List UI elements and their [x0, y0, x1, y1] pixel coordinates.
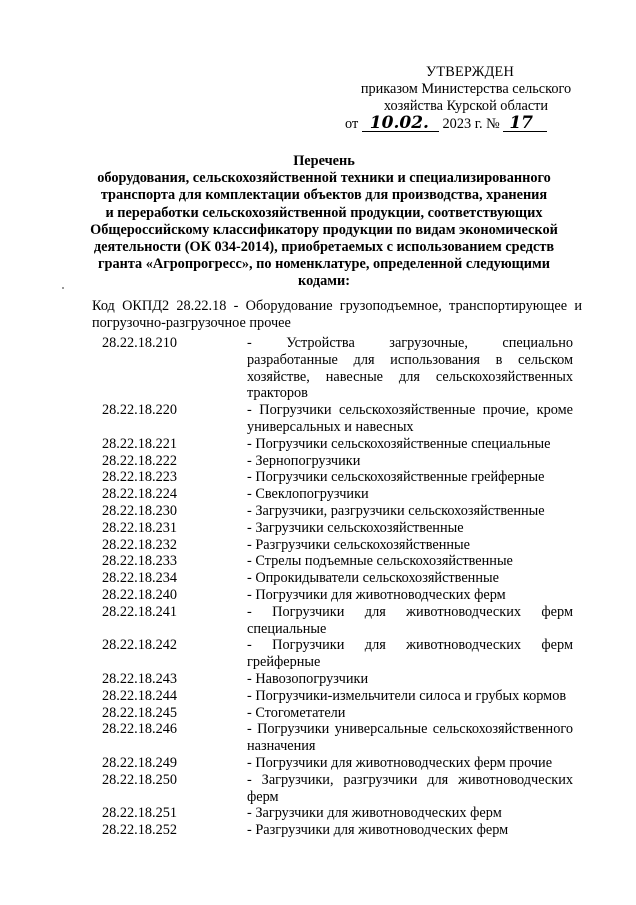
scan-dot [62, 287, 64, 289]
table-row [92, 671, 582, 688]
heading-line: кодами: [298, 273, 350, 290]
item-description: - Разгрузчики сельскохозяйственные [247, 536, 470, 553]
item-description: - Стрелы подъемные сельскохозяйственные [247, 553, 513, 570]
item-code: 28.22.18.220 [102, 402, 178, 419]
item-code: 28.22.18.252 [102, 822, 178, 839]
item-description: - Погрузчики сельскохозяйственные прочие, кроме универсальных и навесных [247, 402, 573, 435]
item-code: 28.22.18.233 [102, 553, 178, 570]
item-description: - Погрузчики для животноводческих ферм [247, 586, 506, 603]
table-row [92, 503, 582, 520]
item-code: 28.22.18.250 [102, 771, 178, 788]
approval-line-1: приказом Министерства сельского [360, 81, 572, 97]
table-row [92, 587, 582, 604]
item-code: 28.22.18.224 [102, 486, 178, 503]
item-code: 28.22.18.242 [102, 637, 178, 654]
item-code: 28.22.18.210 [102, 335, 178, 351]
item-description: - Погрузчики сельскохозяйственные специальные [247, 435, 551, 452]
table-row [92, 822, 582, 839]
table-row [92, 469, 582, 486]
table-row [92, 402, 582, 436]
approval-date-line [345, 115, 586, 133]
table-row [92, 537, 582, 554]
item-description: - Разгрузчики для животноводческих ферм [247, 822, 509, 839]
table-row [92, 637, 582, 671]
heading-line: транспорта для комплектации объектов для производства, хранения [100, 187, 548, 204]
table-row [92, 688, 582, 705]
item-description: - Загрузчики сельскохозяйственные [247, 519, 464, 536]
handwritten-number: 17 [503, 115, 547, 132]
table-row [92, 486, 582, 503]
approval-line-2: хозяйства Курской области [383, 98, 549, 114]
table-row [92, 772, 582, 806]
handwritten-date: 10.02. [362, 115, 439, 132]
item-code: 28.22.18.231 [102, 519, 178, 536]
table-row [92, 453, 582, 470]
heading-line: Перечень [293, 153, 355, 169]
item-code: 28.22.18.244 [102, 687, 178, 704]
item-description: - Погрузчики для животноводческих ферм специальные [247, 603, 573, 637]
item-description: - Погрузчики для животноводческих ферм прочие [247, 754, 553, 771]
item-code: 28.22.18.241 [102, 603, 178, 620]
item-code: 28.22.18.230 [102, 502, 178, 519]
table-row [92, 805, 582, 822]
document-heading [84, 153, 564, 291]
item-code: 28.22.18.232 [102, 536, 178, 553]
item-description: - Погрузчики-измельчители силоса и грубых кормов [247, 687, 567, 704]
item-code: 28.22.18.249 [102, 754, 178, 771]
item-code: 28.22.18.223 [102, 469, 178, 486]
item-description: - Погрузчики универсальные сельскохозяйственного назначения [247, 721, 573, 755]
heading-line: гранта «Агропрогресс», по номенклатуре, определенной следующими [98, 256, 550, 273]
item-code: 28.22.18.246 [102, 721, 178, 738]
table-row [92, 755, 582, 772]
item-code: 28.22.18.243 [102, 670, 178, 687]
heading-line: и переработки сельскохозяйственной продукции, соответствующих [105, 204, 543, 221]
table-row [92, 570, 582, 587]
table-row [92, 436, 582, 453]
heading-line: оборудования, сельскохозяйственной техники и специализированного [97, 170, 551, 187]
item-code: 28.22.18.245 [102, 704, 178, 721]
codes-table [92, 335, 582, 839]
item-description: - Загрузчики, разгрузчики для животноводческих ферм [247, 771, 573, 805]
item-description: - Загрузчики для животноводческих ферм [247, 805, 502, 822]
heading-line: Общероссийскому классификатору продукции по видам экономической [90, 221, 558, 238]
item-description: - Погрузчики для животноводческих ферм грейферные [247, 637, 573, 671]
table-row [92, 604, 582, 638]
item-description: - Опрокидыватели сельскохозяйственные [247, 570, 499, 587]
heading-line: деятельности (ОК 034-2014), приобретаемых с использованием средств [93, 239, 555, 256]
item-code: 28.22.18.222 [102, 452, 178, 469]
approval-title: УТВЕРЖДЕН [426, 64, 514, 80]
item-code: 28.22.18.240 [102, 586, 178, 603]
table-row [92, 705, 582, 722]
year-text: 2023 г. № [442, 116, 500, 132]
table-row [92, 520, 582, 537]
date-prefix: от [345, 116, 359, 132]
item-code: 28.22.18.234 [102, 570, 178, 587]
item-description: - Загрузчики, разгрузчики сельскохозяйственные [247, 502, 545, 519]
table-row [92, 721, 582, 755]
item-description: - Зернопогрузчики [247, 452, 361, 469]
approval-block [346, 64, 586, 133]
item-code: 28.22.18.251 [102, 805, 178, 822]
item-description: - Устройства загрузочные, специально разработанные для использования в сельском хозяйстве, навесные для сельскохозяйственных тракторов [247, 335, 573, 402]
table-row [92, 553, 582, 570]
item-code: 28.22.18.221 [102, 435, 178, 452]
item-description: - Погрузчики сельскохозяйственные грейферные [247, 469, 545, 486]
item-description: - Навозопогрузчики [247, 670, 369, 687]
item-description: - Свеклопогрузчики [247, 486, 369, 503]
table-row [92, 335, 582, 402]
okpd-intro: Код ОКПД2 28.22.18 - Оборудование грузоподъемное, транспортирующее и погрузочно-разгрузочное прочее [92, 298, 582, 331]
item-description: - Стогометатели [247, 704, 346, 721]
